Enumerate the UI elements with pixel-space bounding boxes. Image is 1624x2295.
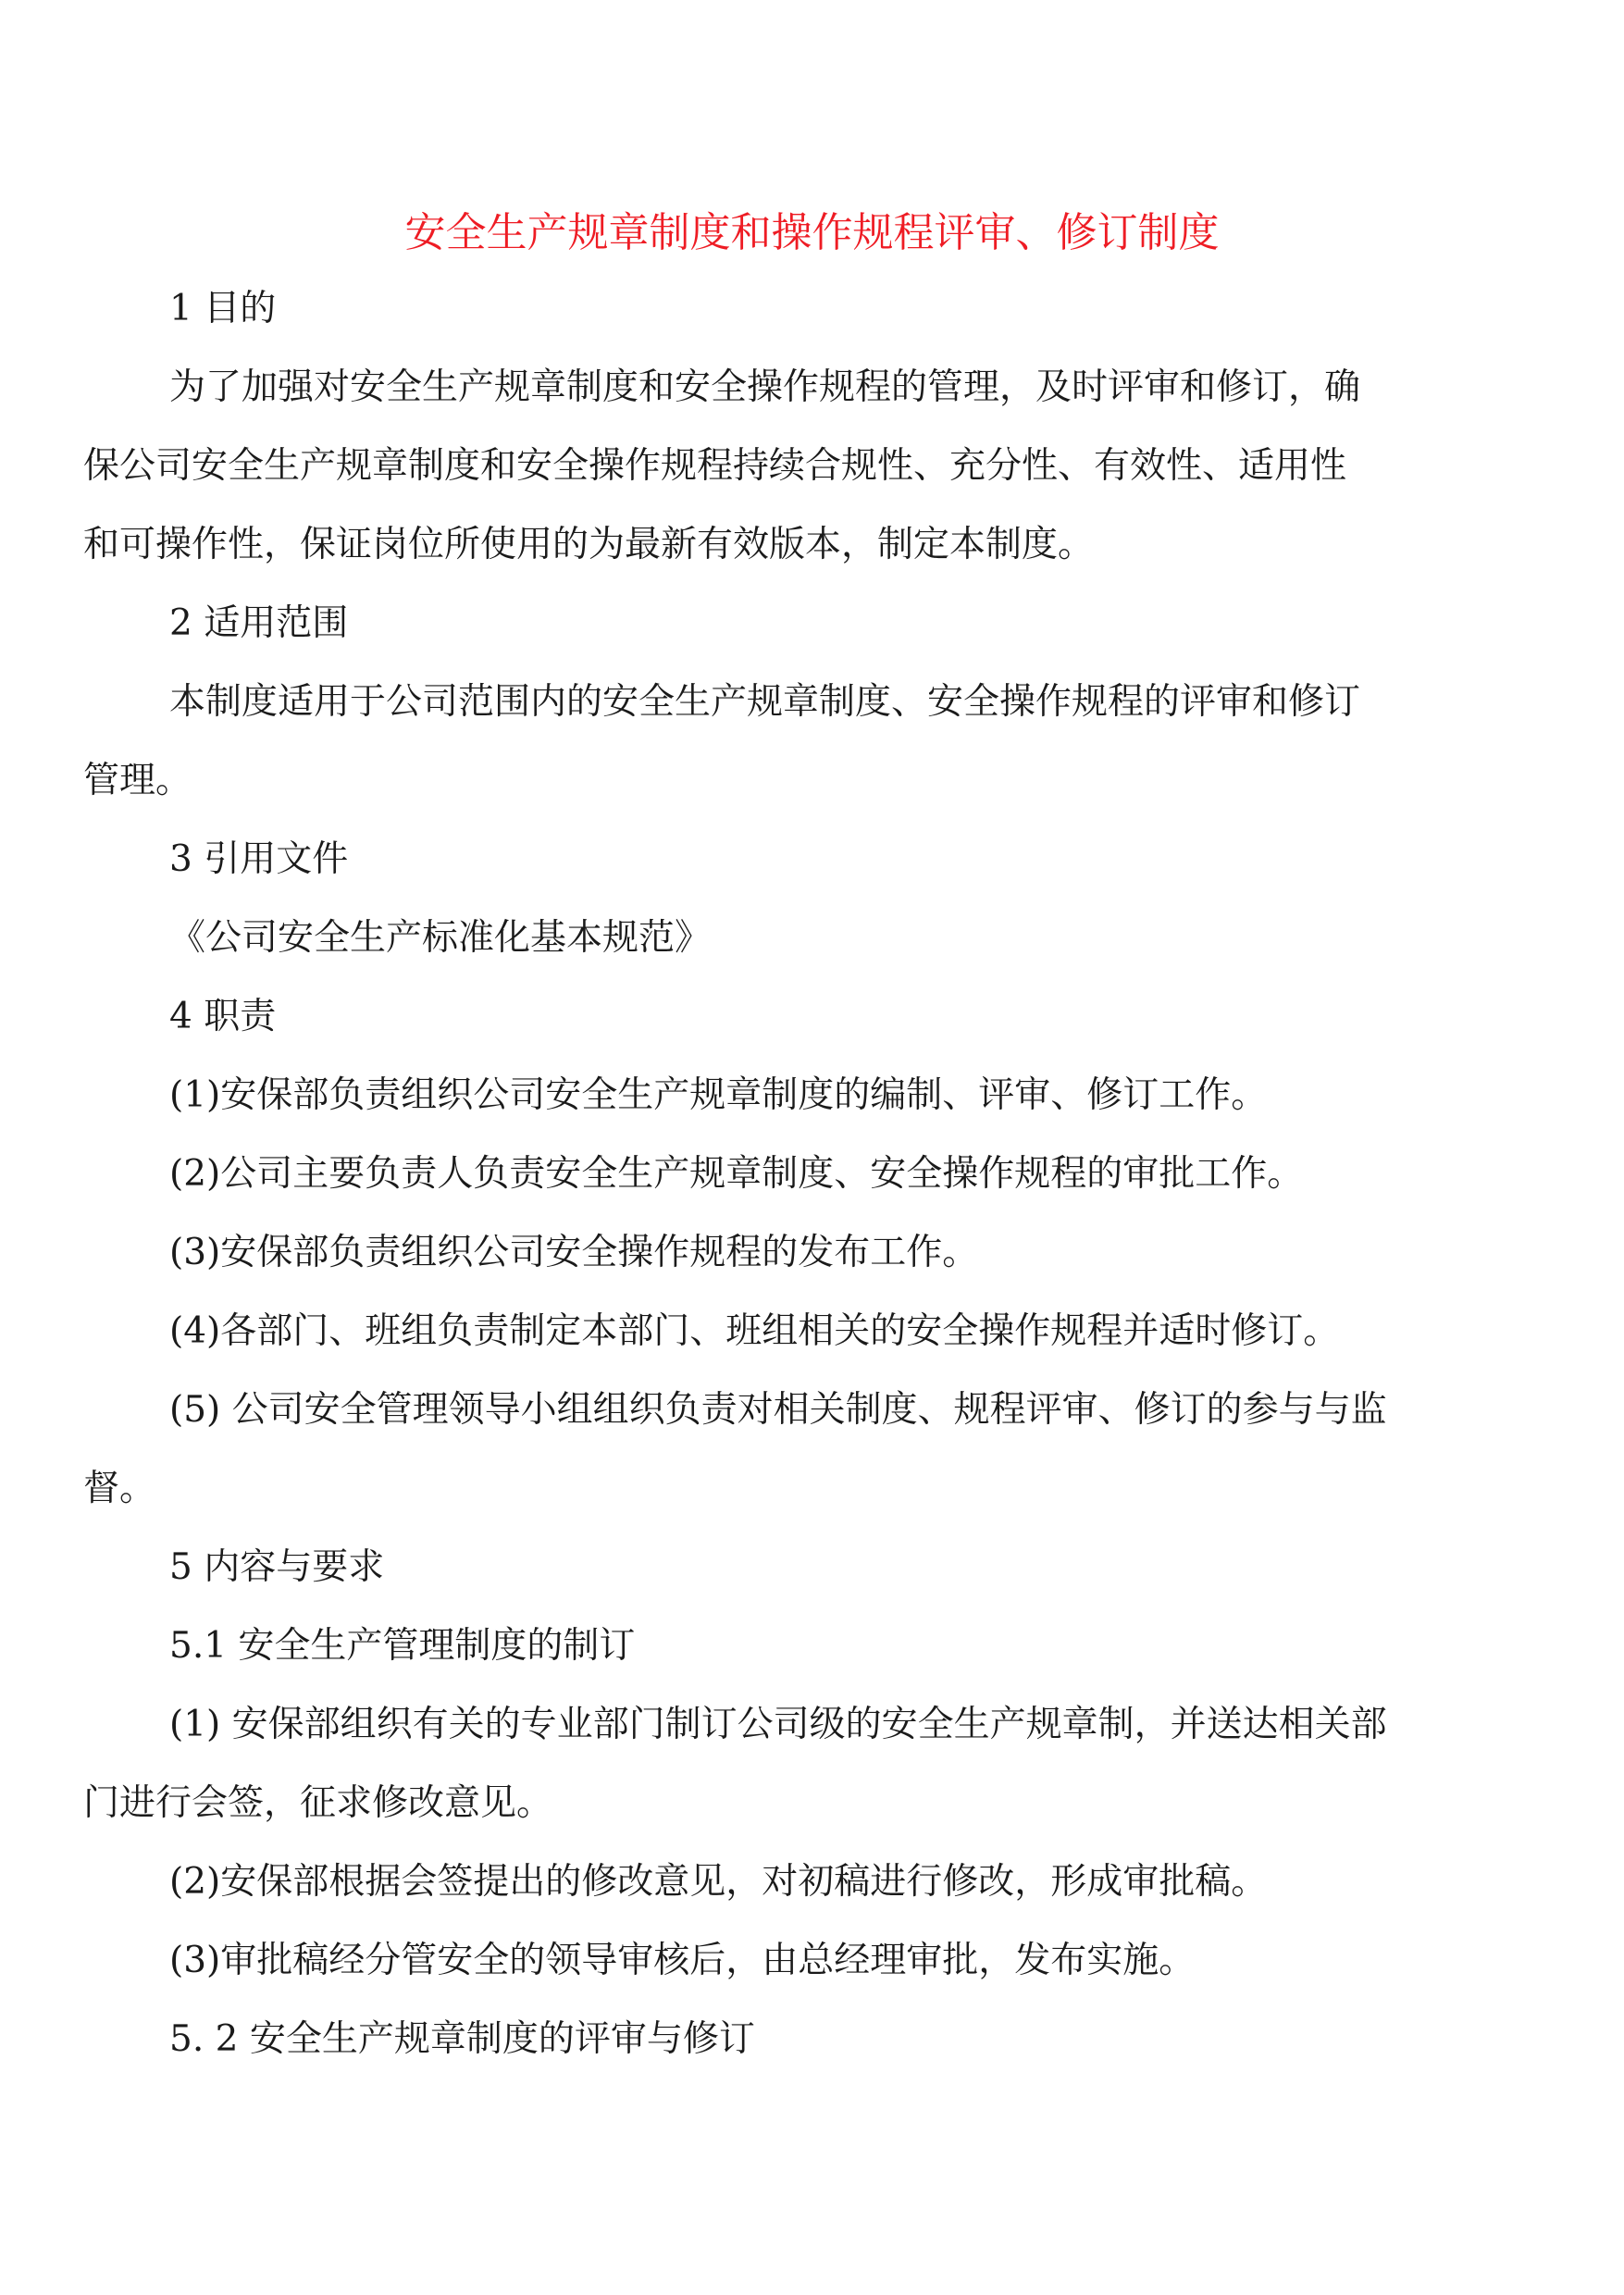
procedure-item-continuation: 门进行会签，征求修改意见。 — [83, 1782, 553, 1824]
responsibility-item-continuation: 督。 — [83, 1468, 156, 1509]
section-2-paragraph-line: 管理。 — [83, 760, 192, 801]
procedure-item: (2)安保部根据会签提出的修改意见，对初稿进行修改，形成审批稿。 — [169, 1861, 1268, 1903]
section-2-paragraph-line: 本制度适用于公司范围内的安全生产规章制度、安全操作规程的评审和修订 — [169, 681, 1361, 723]
document-title: 安全生产规章制度和操作规程评审、修订制度 — [404, 209, 1220, 256]
procedure-item: (3)审批稿经分管安全的领导审核后，由总经理审批，发布实施。 — [169, 1940, 1196, 1981]
section-1-paragraph-line: 保公司安全生产规章制度和安全操作规程持续合规性、充分性、有效性、适用性 — [83, 445, 1347, 487]
section-1-paragraph-line: 为了加强对安全生产规章制度和安全操作规程的管理，及时评审和修订，确 — [169, 366, 1361, 408]
responsibility-item: (2)公司主要负责人负责安全生产规章制度、安全操作规程的审批工作。 — [169, 1153, 1304, 1195]
reference-document: 《公司安全生产标准化基本规范》 — [169, 917, 712, 959]
section-3-heading: 3 引用文件 — [169, 838, 349, 880]
responsibility-item: (1)安保部负责组织公司安全生产规章制度的编制、评审、修订工作。 — [169, 1074, 1268, 1116]
section-2-heading: 2 适用范围 — [169, 602, 349, 644]
responsibility-item: (5) 公司安全管理领导小组组织负责对相关制度、规程评审、修订的参与与监 — [169, 1389, 1387, 1431]
section-5-heading: 5 内容与要求 — [169, 1546, 385, 1588]
subsection-5-2-heading: 5. 2 安全生产规章制度的评审与修订 — [169, 2018, 755, 2060]
subsection-5-1-heading: 5.1 安全生产管理制度的制订 — [169, 1625, 636, 1667]
responsibility-item: (3)安保部负责组织公司安全操作规程的发布工作。 — [169, 1232, 979, 1273]
procedure-item: (1) 安保部组织有关的专业部门制订公司级的安全生产规章制，并送达相关部 — [169, 1704, 1387, 1745]
section-1-paragraph-line: 和可操作性，保证岗位所使用的为最新有效版本，制定本制度。 — [83, 524, 1095, 565]
responsibility-item: (4)各部门、班组负责制定本部门、班组相关的安全操作规程并适时修订。 — [169, 1310, 1340, 1352]
section-1-heading: 1 目的 — [169, 288, 277, 329]
section-4-heading: 4 职责 — [169, 996, 277, 1037]
